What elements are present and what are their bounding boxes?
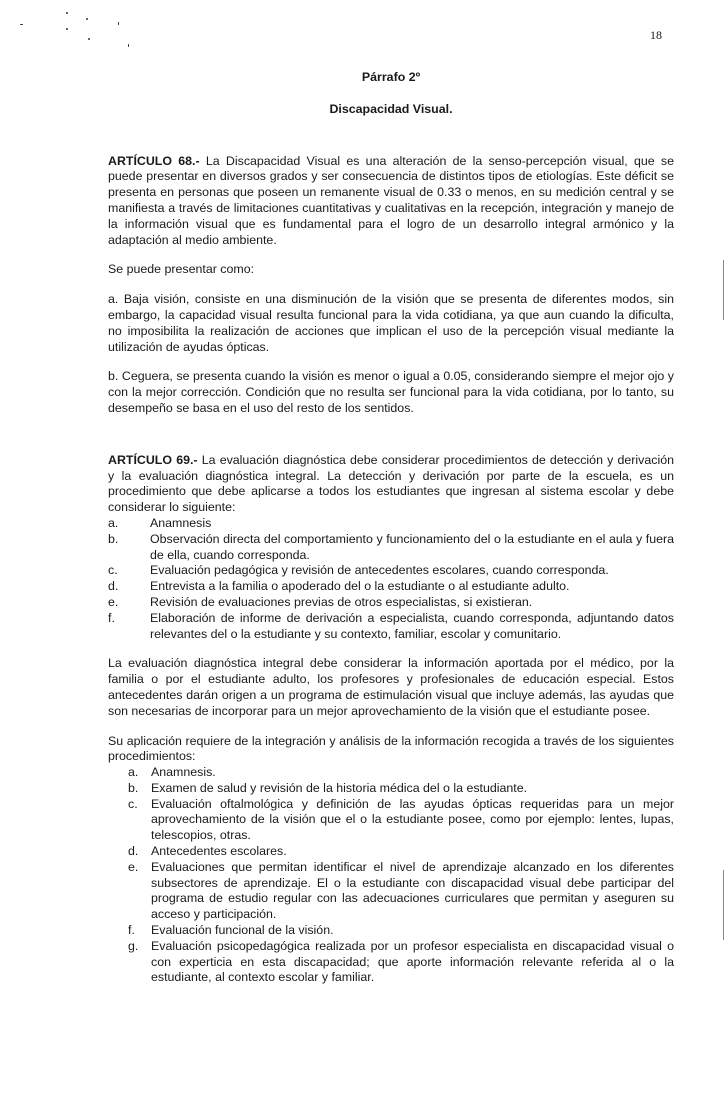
list-item-text: Anamnesis. — [151, 765, 216, 780]
list-marker: d. — [108, 579, 119, 594]
scan-speck — [66, 28, 68, 30]
article-69-text — [108, 453, 674, 516]
list-marker: b. — [128, 780, 139, 795]
article-68-item-a: a. Baja visión, consiste en una disminución de la visión que se presenta de diferentes modos, sin embargo, la capacidad visual resulta funcional para la vida cotidiana, ya que aun cuando la dificulta, no imposibilita la realización de acciones que implican el uso de la percepción visual mediante la utilización de ayudas ópticas. — [108, 292, 674, 354]
list-marker: c. — [128, 796, 138, 811]
integral-procedure-list — [108, 765, 674, 986]
list-item-text: Evaluación pedagógica y revisión de antecedentes escolares, cuando corresponda. — [150, 563, 609, 578]
scan-edge — [723, 260, 724, 320]
list-item-text: Evaluación psicopedagógica realizada por un profesor especialista en discapacidad visual o con experticia en esta discapacidad; que aporte información relevante referida al o la estudiante, al contexto escolar y familiar. — [151, 938, 674, 985]
scan-speck — [86, 18, 88, 20]
list-marker: a. — [108, 515, 119, 530]
scan-speck — [88, 38, 90, 40]
scan-edge — [723, 870, 724, 940]
article-68-text — [108, 154, 674, 249]
list-marker: d. — [128, 844, 139, 859]
document-body — [108, 70, 674, 986]
list-item — [128, 923, 674, 939]
article-68-intro: Se puede presentar como: — [108, 262, 255, 277]
list-marker: b. — [108, 531, 119, 546]
paragraph-heading: Párrafo 2º — [361, 70, 421, 84]
list-item — [108, 532, 674, 564]
list-item-text: Revisión de evaluaciones previas de otros especialistas, si existieran. — [150, 594, 533, 609]
list-item — [108, 516, 674, 532]
scan-speck — [128, 44, 129, 47]
scan-speck — [66, 12, 68, 14]
list-item-text: Evaluación oftalmológica y definición de las ayudas ópticas requeridas para un mejor aprovechamiento de la visión que el o la estudiante posee, como por ejemplo: lentes, lupas, telescopios, otras. — [151, 796, 674, 843]
list-item-text: Anamnesis — [150, 515, 212, 530]
list-item — [108, 563, 674, 579]
list-marker: e. — [128, 859, 139, 874]
list-item — [108, 579, 674, 595]
article-68-item-b: b. Ceguera, se presenta cuando la visión es menor o igual a 0.05, considerando siempre el mejor ojo y con la mejor corrección. Condición que no resulta ser funcional para la vida cotidiana, por lo tanto, su desempeño se basa en el uso del resto de los sentidos. — [108, 369, 674, 415]
list-item — [128, 797, 674, 844]
list-item — [128, 939, 674, 986]
article-69-label: ARTÍCULO 69.- — [108, 452, 198, 467]
list-item-text: Entrevista a la familia o apoderado del o la estudiante o al estudiante adulto. — [150, 579, 570, 594]
list-marker: f. — [108, 610, 115, 625]
detection-procedure-list — [108, 516, 674, 642]
list-item — [128, 781, 674, 797]
list-item — [128, 860, 674, 923]
list-item — [108, 611, 674, 643]
scan-speck — [118, 22, 119, 25]
list-marker: g. — [128, 938, 139, 953]
list-item — [128, 844, 674, 860]
article-68-label: ARTÍCULO 68.- — [108, 153, 200, 168]
list-marker: a. — [128, 765, 139, 780]
section-title: Discapacidad Visual. — [329, 101, 453, 116]
list-marker: e. — [108, 594, 119, 609]
list-marker: f. — [128, 923, 135, 938]
list-item-text: Elaboración de informe de derivación a especialista, cuando corresponda, adjuntando datos relevantes del o la estudiante y su contexto, familiar, escolar y comunitario. — [150, 610, 674, 641]
scan-speck — [20, 24, 23, 25]
list-item-text: Antecedentes escolares. — [151, 844, 287, 859]
list-item-text: Observación directa del comportamiento y funcionamiento del o la estudiante en el aula y fuera de ella, cuando corresponda. — [150, 531, 674, 562]
list-item-text: Evaluaciones que permitan identificar el nivel de aprendizaje alcanzado en los diferentes subsectores de aprendizaje. El o la estudiante con discapacidad visual debe participar del programa de estudio regular con las adecuaciones curriculares que permitan y aseguren su acceso y participación. — [151, 859, 674, 922]
list-marker: c. — [108, 563, 118, 578]
list-item-text: Evaluación funcional de la visión. — [151, 923, 334, 938]
list-item — [108, 595, 674, 611]
article-68-body: La Discapacidad Visual es una alteración de la senso-percepción visual, que se puede presentar en diversos grados y ser consecuencia de distintos tipos de etiologías. Este déficit se presenta en personas que poseen un remanente visual de 0.33 o menos, en su medición central y se manifiesta a través de limitaciones cuantitativas y cualitativas en la recepción, integración y manejo de la información visual que es fundamental para el logro de un desarrollo integral armónico y la adaptación al medio ambiente. — [108, 153, 674, 247]
page-number: 18 — [650, 28, 662, 42]
integral-evaluation-text: La evaluación diagnóstica integral debe considerar la información aportada por el médico, por la familia o por el estudiante adulto, los profesores y profesionales de educación especial. Estos antecedentes darán origen a un programa de estimulación visual que incluye además, las ayudas que son necesarias de incorporar para un mejor aprovechamiento de la visión que el estudiante posee. — [108, 656, 674, 718]
article-69-body: La evaluación diagnóstica debe considerar procedimientos de detección y derivación y la evaluación diagnóstica integral. La detección y derivación por parte de la escuela, es un procedimiento que debe aplicarse a todos los estudiantes que ingresan al sistema escolar y debe considerar lo siguiente: — [108, 452, 674, 515]
list-item-text: Examen de salud y revisión de la historia médica del o la estudiante. — [151, 780, 528, 795]
list-item — [128, 765, 674, 781]
application-text: Su aplicación requiere de la integración y análisis de la información recogida a través de los siguientes procedimientos: — [108, 733, 674, 764]
